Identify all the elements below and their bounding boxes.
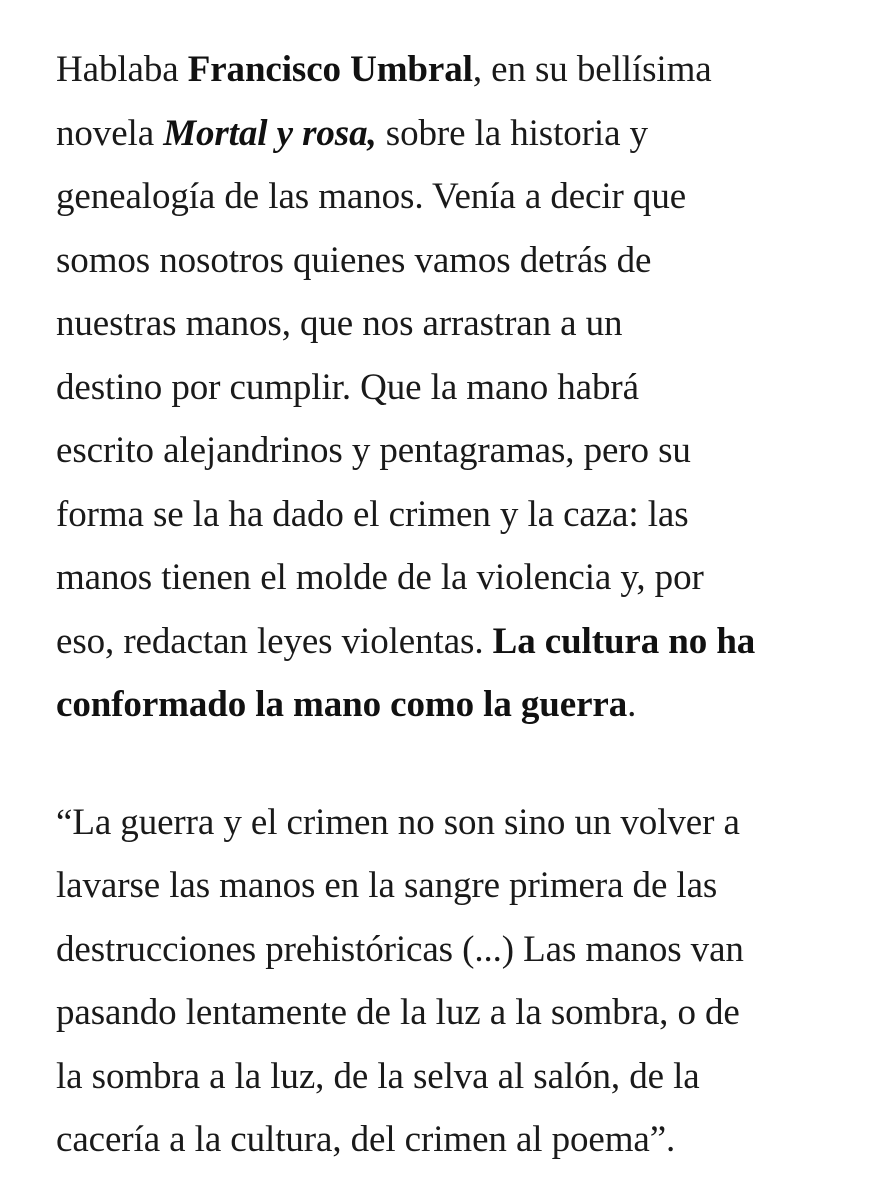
text-line: pasando lentamente de la luz a la sombra, o de [56,992,740,1033]
text-line [56,102,846,166]
text-run: . [627,684,637,725]
text-run: novela [56,112,164,154]
text-run: Hablaba [56,49,188,90]
text-line [56,610,846,674]
paragraph-2-quote [56,791,846,1172]
text-line: destrucciones prehistóricas (...) Las manos van [56,928,744,970]
text-line: la sombra a la luz, de la selva al salón, de la [56,1055,700,1097]
paragraph-1 [56,38,846,737]
text-run: eso, redactan leyes violentas. [56,620,493,662]
text-line: nuestras manos, que nos arrastran a un [56,303,623,344]
text-run: , en su bellísima [472,49,712,90]
author-name: Francisco Umbral [187,49,473,90]
text-run: sobre la historia y [376,112,648,154]
text-line: escrito alejandrinos y pentagramas, pero su [56,430,691,471]
bold-statement: conformado la mano como la guerra [56,684,628,725]
bold-statement: La cultura no ha [492,620,756,662]
text-line: manos tienen el molde de la violencia y, por [56,557,704,598]
text-line: lavarse las manos en la sangre primera de las [56,865,718,906]
text-line: somos nosotros quienes vamos detrás de [56,239,652,281]
article-body [56,38,846,1172]
text-line: genealogía de las manos. Venía a decir que [56,176,687,217]
text-line [56,673,846,737]
text-line: forma se la ha dado el crimen y la caza: las [56,493,689,535]
book-title: Mortal y rosa, [163,112,377,154]
text-line: “La guerra y el crimen no son sino un volver a [56,801,740,843]
text-line: cacería a la cultura, del crimen al poema”. [56,1119,676,1160]
text-line [56,38,846,102]
text-line: destino por cumplir. Que la mano habrá [56,366,639,408]
